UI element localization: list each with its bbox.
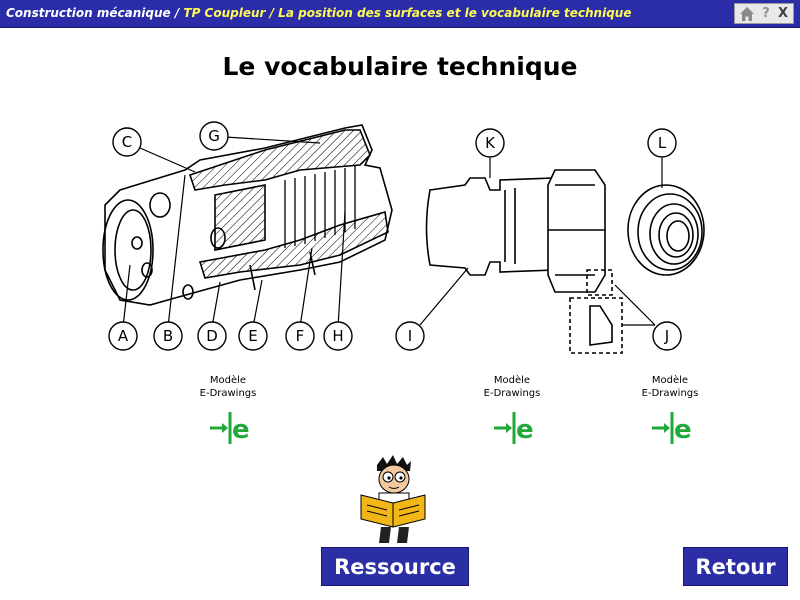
callout-k-label: K <box>485 134 495 152</box>
callout-i-label: I <box>407 327 413 345</box>
callout-l-label: L <box>657 134 667 152</box>
callout-f-label: F <box>295 327 305 345</box>
svg-text:e: e <box>232 415 250 445</box>
callout-l <box>648 129 676 157</box>
callout-c-label: C <box>121 133 133 151</box>
callout-h <box>324 322 352 350</box>
callout-b-label: B <box>162 327 174 345</box>
callout-b <box>154 322 182 350</box>
callout-h-label: H <box>332 327 344 345</box>
breadcrumb-course[interactable]: Construction mécanique / <box>6 6 184 20</box>
callout-i <box>396 322 424 350</box>
ring-drawing <box>628 185 704 275</box>
edrawings-icon[interactable] <box>492 408 538 448</box>
edrawings-icon[interactable] <box>650 408 696 448</box>
callout-e <box>239 322 267 350</box>
retour-button[interactable]: Retour <box>683 547 788 586</box>
model-label-2: Modèle E-Drawings <box>483 375 541 399</box>
callout-f <box>286 322 314 350</box>
page-title: Le vocabulaire technique <box>222 52 578 81</box>
breadcrumb-page: TP Coupleur / La position des surfaces et le vocabulaire technique <box>183 6 632 20</box>
coupler-body-drawing <box>103 125 392 305</box>
close-button[interactable]: X <box>777 6 789 21</box>
nipple-drawing <box>427 170 623 353</box>
callout-g <box>200 122 228 150</box>
callout-e-label: E <box>248 327 258 345</box>
callout-a <box>109 322 137 350</box>
svg-text:e: e <box>674 415 692 445</box>
svg-text:e: e <box>516 415 534 445</box>
reader-mascot-icon <box>355 455 435 551</box>
callout-d <box>198 322 226 350</box>
callout-a-label: A <box>117 327 129 345</box>
callout-c <box>113 128 141 156</box>
callout-d-label: D <box>206 327 218 345</box>
callout-k <box>476 129 504 157</box>
callout-g-label: G <box>208 127 220 145</box>
model-label-3: Modèle E-Drawings <box>641 375 699 399</box>
help-button[interactable]: ? <box>762 6 770 21</box>
callout-j-label: J <box>664 327 670 345</box>
model-label-1: Modèle E-Drawings <box>199 375 257 399</box>
callout-j <box>653 322 681 350</box>
ressource-button[interactable]: Ressource <box>321 547 469 586</box>
edrawings-icon[interactable] <box>208 408 254 448</box>
